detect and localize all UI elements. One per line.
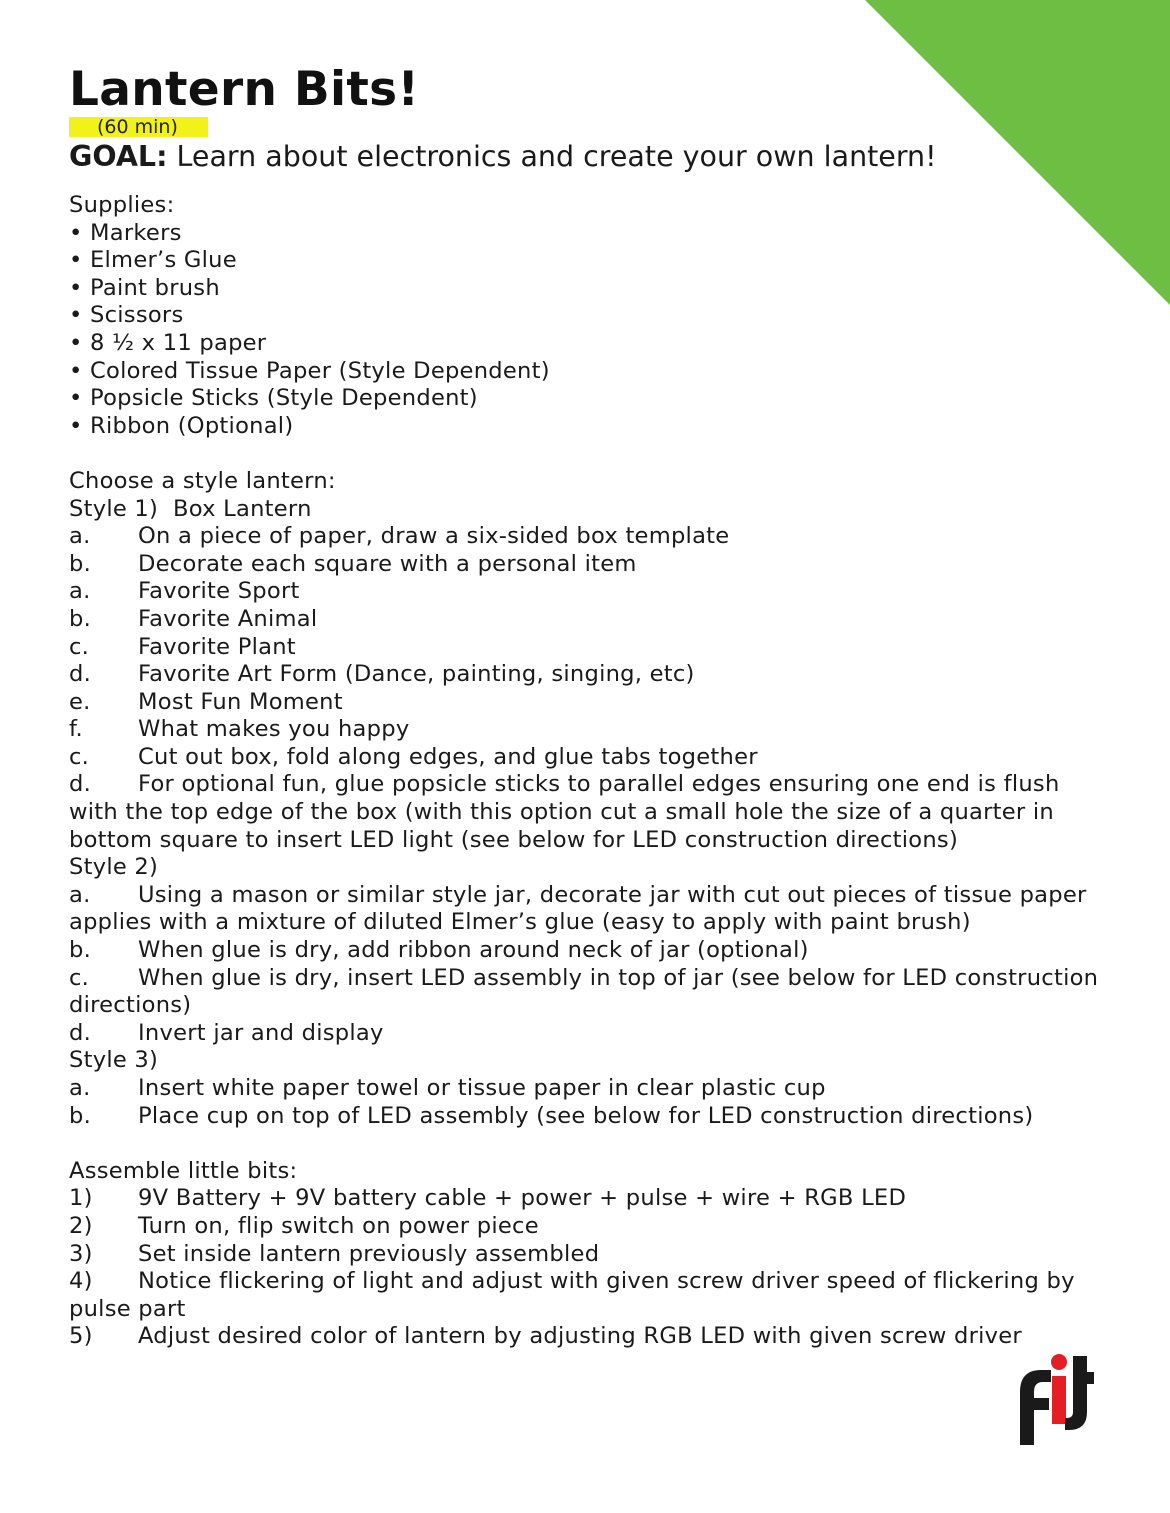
style2-step-cont: applies with a mixture of diluted Elmer’s glue (easy to apply with paint brush) xyxy=(69,909,971,936)
assemble-step-cont: pulse part xyxy=(69,1295,186,1322)
assemble-heading: Assemble little bits: xyxy=(69,1157,298,1184)
supply-item: • Paint brush xyxy=(69,274,220,301)
supply-item: • Colored Tissue Paper (Style Dependent) xyxy=(69,357,550,384)
style1-step-long-cont: bottom square to insert LED light (see below for LED construction directions) xyxy=(69,826,959,853)
supply-item: • Popsicle Sticks (Style Dependent) xyxy=(69,385,478,412)
assemble-step: 3) Set inside lantern previously assembled xyxy=(69,1240,600,1267)
goal-text: Learn about electronics and create your own lantern! xyxy=(167,140,937,173)
style2-step: a. Using a mason or similar style jar, decorate jar with cut out pieces of tissue paper xyxy=(69,881,1087,908)
page-title: Lantern Bits! xyxy=(69,62,420,117)
assemble-step: 4) Notice flickering of light and adjust with given screw driver speed of flickering by xyxy=(69,1268,1075,1295)
style1-step: c. Cut out box, fold along edges, and glue tabs together xyxy=(69,743,758,770)
supply-item: • Ribbon (Optional) xyxy=(69,412,294,439)
style2-heading: Style 2) xyxy=(69,854,159,881)
supply-item: • 8 ½ x 11 paper xyxy=(69,329,267,356)
style2-step: c. When glue is dry, insert LED assembly in top of jar (see below for LED construction xyxy=(69,964,1099,991)
style1-step: c. Favorite Plant xyxy=(69,633,296,660)
assemble-step: 1) 9V Battery + 9V battery cable + power + pulse + wire + RGB LED xyxy=(69,1185,907,1212)
style1-step: f. What makes you happy xyxy=(69,716,410,743)
style3-heading: Style 3) xyxy=(69,1047,159,1074)
style1-step: b. Favorite Animal xyxy=(69,605,318,632)
supply-item: • Scissors xyxy=(69,302,184,329)
style1-heading: Style 1) Box Lantern xyxy=(69,495,312,522)
style1-step: a. On a piece of paper, draw a six-sided box template xyxy=(69,523,730,550)
style1-step: b. Decorate each square with a personal item xyxy=(69,550,637,577)
supply-item: • Markers xyxy=(69,219,182,246)
fit-logo-icon xyxy=(1017,1352,1095,1445)
duration-badge: (60 min) xyxy=(69,117,208,137)
assemble-step: 2) Turn on, flip switch on power piece xyxy=(69,1212,539,1239)
style3-step: a. Insert white paper towel or tissue paper in clear plastic cup xyxy=(69,1075,826,1101)
worksheet-content xyxy=(69,62,1139,1351)
supplies-heading: Supplies: xyxy=(69,192,175,218)
goal-label: GOAL: xyxy=(69,140,168,173)
style2-step: b. When glue is dry, add ribbon around neck of jar (optional) xyxy=(69,937,809,964)
style1-step: d. Favorite Art Form (Dance, painting, singing, etc) xyxy=(69,661,695,688)
style1-step-long: d. For optional fun, glue popsicle sticks to parallel edges ensuring one end is flush xyxy=(69,771,1060,798)
assemble-step: 5) Adjust desired color of lantern by adjusting RGB LED with given screw driver xyxy=(69,1323,1022,1350)
goal-statement xyxy=(69,139,1139,175)
instructions xyxy=(69,192,1139,1351)
style1-step-long-cont: with the top edge of the box (with this option cut a small hole the size of a quarter in xyxy=(69,799,1054,826)
style1-step: e. Most Fun Moment xyxy=(69,688,343,715)
styles-heading: Choose a style lantern: xyxy=(69,467,336,494)
style1-step: a. Favorite Sport xyxy=(69,578,300,605)
supply-item: • Elmer’s Glue xyxy=(69,247,237,274)
style2-step: d. Invert jar and display xyxy=(69,1019,384,1046)
style3-step: b. Place cup on top of LED assembly (see below for LED construction directions) xyxy=(69,1102,1034,1129)
style2-step-cont: directions) xyxy=(69,992,192,1019)
